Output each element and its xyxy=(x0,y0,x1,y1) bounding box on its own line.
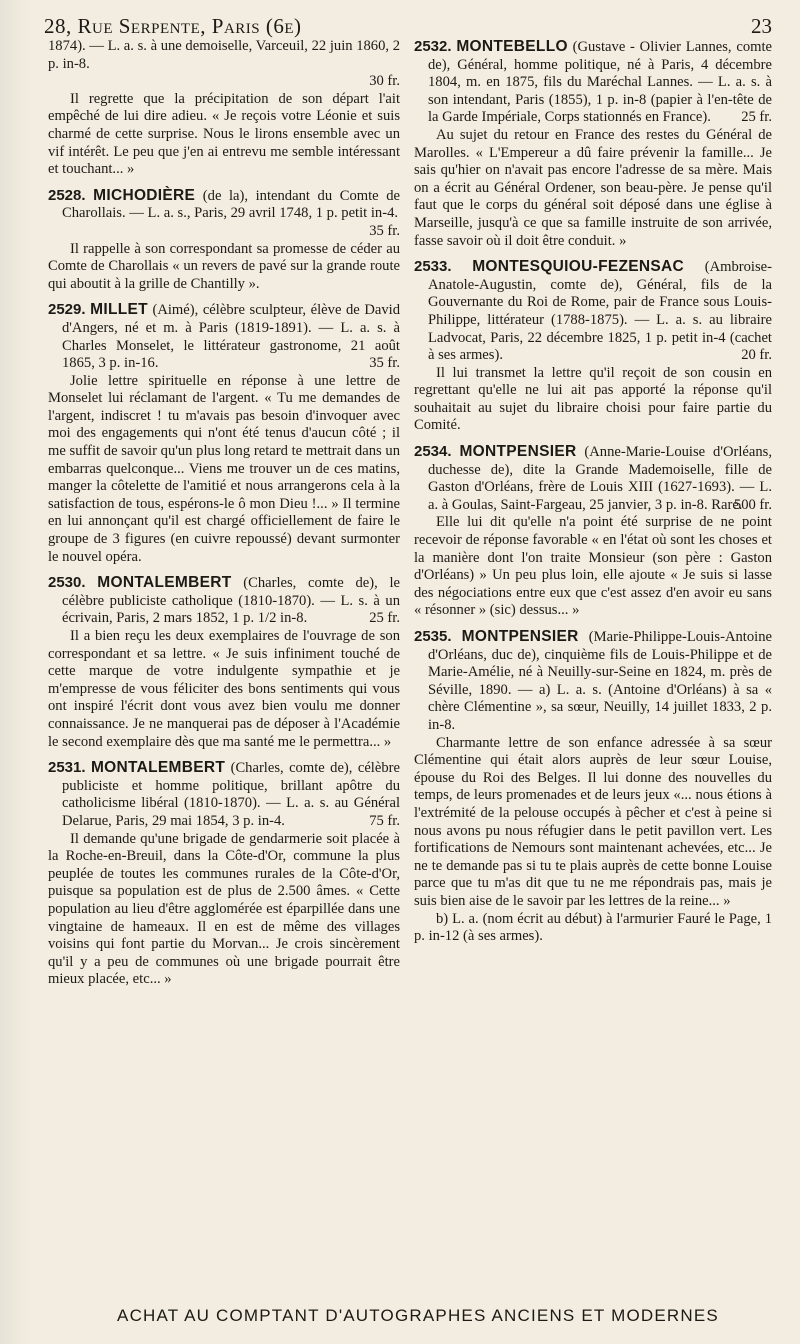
left-column xyxy=(48,38,400,997)
entry-description: Jolie lettre spirituelle en réponse à une lettre de Monselet lui réclamant de l'argent. « Tu me demandes de l'argent, indiscret ! tu m'avais pas besoin d'invoquer avec moi des engagements qui n'ont été tenus d'aucun côté ; il me suffit de savoir qu'un plus long retard te mettrait dans un embarras quelconque... Viens me trouver un de ces matins, manger la côtelette de l'amitié et nous arrangerons cela à la satisfaction de tous, espérons-le ô mon Dieu !... » Il termine en lui annonçant qu'il est chargé officiellement de faire le groupe de 3 figures (en cuivre repoussé) devant surmonter le nouvel opéra. xyxy=(48,372,400,565)
entry-2531 xyxy=(48,759,400,989)
entry-details: (Ambroise-Anatole-Augustin, comte de), Général, fils de la Gouvernante du Roi de Rome, pair de France sous Louis-Philippe, littérateur (1788-1875). — L. a. s. au libraire Ladvocat, Paris, 22 décembre 1825, 1 p. petit in-4 (cachet à ses armes). xyxy=(428,259,772,364)
entry-details: (Aimé), célèbre sculpteur, élève de David d'Angers, né et m. à Paris (1819-1891). — L. a. s. à Charles Monselet, le littérateur gastronome, 21 août 1865, 3 p. in-16. xyxy=(62,302,401,372)
entry-price: 35 fr. xyxy=(369,355,400,372)
entry-2530 xyxy=(48,574,400,751)
entry-2529 xyxy=(48,301,400,566)
lot-number: 2530. xyxy=(48,574,86,592)
entry-details: (Marie-Philippe-Louis-Antoine d'Orléans, duc de), cinquième fils de Louis-Philippe et de Marie-Amélie, né à Neuilly-sur-Seine en 1824, m. près de Séville, 1890. — a) L. a. s. (Antoine d'Orléans) à sa « chère Clémentine », sa sœur, Neuilly, 14 juillet 1833, 2 p. in-8. xyxy=(428,629,772,733)
entry-head xyxy=(414,258,772,365)
entry-head xyxy=(48,301,400,372)
entry-head xyxy=(48,574,400,628)
lot-number: 2531. xyxy=(48,759,86,777)
entry-2528 xyxy=(48,187,400,294)
entry-description: Il a bien reçu les deux exemplaires de l'ouvrage de son correspondant et sa lettre. « Je suis infiniment touché de cette marque de votre indulgente sympathie et je m'empresse de vous féliciter des bons sentiments qui vous ont inspiré l'écrit dont vous avez bien voulu me donner connaissance. Je ne manquerai pas de déposer à l'Académie le second exemplaire dès que ma santé me le permettra... » xyxy=(48,628,400,750)
entry-description: Au sujet du retour en France des restes du Général de Marolles. « L'Empereur a dû faire prévenir la famille... Je sais qu'hier on n'avait pas encore l'adresse de sa mère. Mais on a écrit au Général Ordener, son beau-père. Je pense qu'il faut que le corps du général soit déposé dans une église à Marseille, jusqu'à ce que sa famille instruite de son arrivée, fasse savoir où il doit être conduit. » xyxy=(414,126,772,249)
running-head-address: 28, Rue Serpente, Paris (6e) xyxy=(44,14,302,38)
entry-2533 xyxy=(414,258,772,435)
entry-price: 25 fr. xyxy=(741,109,772,126)
entry-details: (Charles, comte de), célèbre publiciste et homme politique, brillant apôtre du catholicisme libéral (1810-1870). — L. a. s. au Général Delarue, Paris, 29 mai 1854, 3 p. in-4. xyxy=(62,760,400,829)
entry-description: Il demande qu'une brigade de gendarmerie soit placée à la Roche-en-Breuil, dans la Côte-d'Or, commune la plus peuplée de toutes les communes rurales de la Côte-d'Or, puisque sa population est de plus de 2.500 âmes. « Cette population au lieu d'être agglomérée est éparpillée dans une vingtaine de hameaux. Il en est de même des villages voisins qui font partie du Morvan... Je crois sincèrement qu'il y a peu de communes où une brigade pourrait être mieux placée, etc... » xyxy=(48,830,400,988)
entry-details: (Charles, comte de), le célèbre publiciste catholique (1810-1870). — L. s. à un écrivain, Paris, 2 mars 1852, 1 p. 1/2 in-8. xyxy=(62,575,401,627)
entry-head xyxy=(414,628,772,735)
entry-description-b: b) L. a. (nom écrit au début) à l'armurier Fauré le Page, 1 p. in-12 (à ses armes). xyxy=(414,910,772,945)
entry-description: Il lui transmet la lettre qu'il reçoit de son cousin en regrettant qu'elle ne lui ait pas apporté la réponse qu'il souhaitait au sujet du libraire choisi pour faire partie du Comité. xyxy=(414,364,772,434)
entry-2534 xyxy=(414,443,772,620)
entry-name: MONTEBELLO xyxy=(456,38,568,55)
entry-description: Charmante lettre de son enfance adressée à sa sœur Clémentine qui était alors auprès de leur sœur Louise, épouse du Roi des Belges. Il lui donne des nouvelles du temps, de leurs promenades et de leurs jeux «... nous étions à l'extrémité de la pelouse occupés à pêcher et c'est à peine si nous avons pu nous réfugier dans le petit pavillon vert. Les fortifications de Nemours sont maintenant achevées, etc... Je ne te demande pas si tu te plais auprès de cette bonne Louise parce que tu m'as dit que tu ne me répondrais pas, mais je suis bien aise de le savoir par les lettres de la reine... » xyxy=(414,734,772,909)
entry-price: 500 fr. xyxy=(733,496,772,513)
entry-head xyxy=(48,759,400,830)
lot-number: 2528. xyxy=(48,186,86,204)
right-column xyxy=(414,38,772,954)
entry-name: MILLET xyxy=(90,301,148,319)
entry-head xyxy=(414,443,772,514)
entry-name: MICHODIÈRE xyxy=(93,186,196,204)
entry-description: Il rappelle à son correspondant sa promesse de céder au Comte de Charollais « un revers de pavé sur la grande route qui aboutit à la grille de Chantilly ». xyxy=(48,240,400,292)
entry-2535 xyxy=(414,628,772,946)
entry-2532 xyxy=(414,38,772,250)
entry-details: (de la), intendant du Comte de Charollais. — L. a. s., Paris, 29 avril 1748, 1 p. petit in-4. xyxy=(62,187,400,222)
entry-details: (Anne-Marie-Louise d'Orléans, duchesse de), dite la Grande Mademoiselle, fille de Gaston d'Orléans, frère de Louis XIII (1627-1693). — L. a. à Goulas, Saint-Fargeau, 25 janvier, 3 p. in-8. Rare. xyxy=(428,444,772,513)
page-number: 23 xyxy=(751,14,772,38)
page-edge-shadow xyxy=(0,0,30,1344)
entry-name: MONTALEMBERT xyxy=(97,574,232,592)
lot-number: 2532. xyxy=(414,38,452,55)
entry-name: MONTALEMBERT xyxy=(90,759,226,777)
entry-name: MONTPENSIER xyxy=(461,628,579,645)
entry-details: (Gustave - Olivier Lannes, comte de), Général, homme politique, né à Paris, 4 décembre 1804, m. en 1875, fils du Maréchal Lannes. — L. a. s. à son intendant, Paris (1855), 1 p. in-8 (papier à l'en-tête de la Garde Impériale, Corps stationnés en France). xyxy=(428,39,773,126)
entry-price: 30 fr. xyxy=(369,73,400,90)
entry-price: 35 fr. xyxy=(369,222,400,239)
entry-name: MONTESQUIOU-FEZENSAC xyxy=(472,258,685,276)
entry-price: 25 fr. xyxy=(369,610,400,627)
page-footer: ACHAT AU COMPTANT D'AUTOGRAPHES ANCIENS ET MODERNES xyxy=(117,1306,719,1325)
lot-number: 2534. xyxy=(414,443,452,461)
lot-number: 2535. xyxy=(414,628,452,645)
entry-description: Il regrette que la précipitation de son départ l'ait empêché de lui dire adieu. « Je reçois votre Léonie et suis charmé de cette surprise. Nous le lirons ensemble avec un vif intérêt. Le peu que j'en ai entrevu me semble intéressant et touchant... » xyxy=(48,90,400,178)
entry-price: 75 fr. xyxy=(369,812,400,829)
entry-price: 20 fr. xyxy=(741,347,772,364)
entry-description: Elle lui dit qu'elle n'a point été surprise de ne point recevoir de réponse favorable « en l'état où sont les choses et la manière dont l'on traite Monsieur (son père : Gaston d'Orléans) » Un peu plus loin, elle ajoute « Je suis si lasse des négociations entre eux que c'est assez d'en avoir eu sans « résonner » (sic) dessus... » xyxy=(414,514,772,619)
entry-head xyxy=(48,186,400,239)
entry-continued xyxy=(48,38,400,179)
entry-head: 1874). — L. a. s. à une demoiselle, Varceuil, 22 juin 1860, 2 p. in-8. xyxy=(48,38,400,72)
lot-number: 2533. xyxy=(414,258,452,276)
entry-head xyxy=(414,38,772,127)
lot-number: 2529. xyxy=(48,301,86,319)
entry-name: MONTPENSIER xyxy=(459,443,577,461)
